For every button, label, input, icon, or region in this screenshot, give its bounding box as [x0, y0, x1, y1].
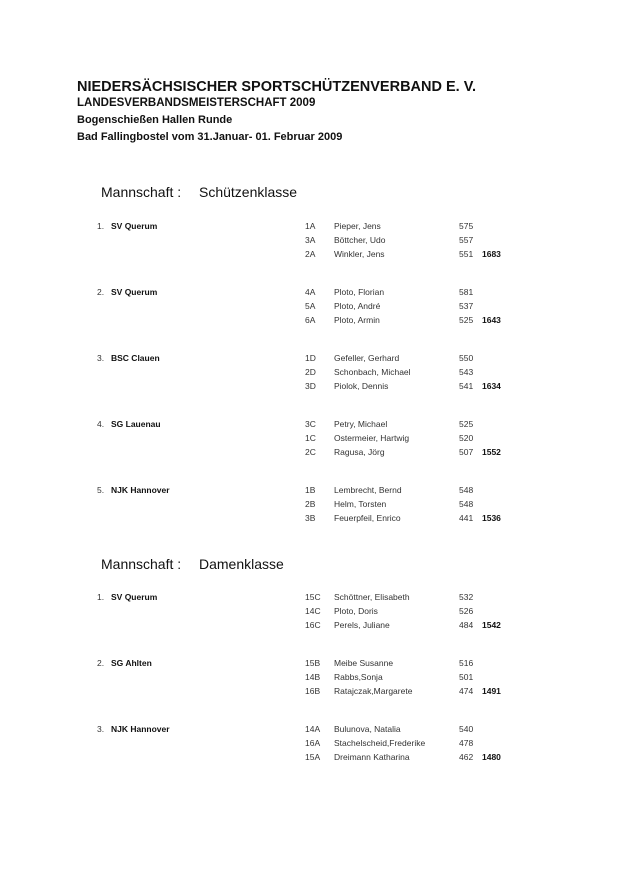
shooter-name: Helm, Torsten: [334, 499, 387, 509]
shooter-number: 4A: [305, 287, 316, 297]
shooter-score: 474: [459, 686, 474, 696]
shooter-number: 1A: [305, 221, 316, 231]
shooter-score: 581: [459, 287, 474, 297]
result-row: [0, 658, 620, 672]
shooter-number: 2C: [305, 447, 316, 457]
shooter-name: Schöttner, Elisabeth: [334, 592, 410, 602]
result-row: [0, 249, 620, 263]
shooter-name: Petry, Michael: [334, 419, 388, 429]
team-total: 1683: [482, 249, 501, 259]
shooter-name: Winkler, Jens: [334, 249, 385, 259]
shooter-score: 478: [459, 738, 474, 748]
team-name: SG Lauenau: [111, 419, 161, 429]
shooter-name: Bulunova, Natalia: [334, 724, 401, 734]
result-row: [0, 433, 620, 447]
shooter-name: Stachelscheid,Frederike: [334, 738, 426, 748]
result-row: [0, 686, 620, 700]
federation-title: NIEDERSÄCHSISCHER SPORTSCHÜTZENVERBAND E. V.: [77, 79, 477, 95]
result-row: [0, 287, 620, 301]
team-total: 1536: [482, 513, 501, 523]
result-row: [0, 672, 620, 686]
result-row: [0, 221, 620, 235]
shooter-name: Ploto, André: [334, 301, 381, 311]
shooter-number: 16A: [305, 738, 321, 748]
result-row: [0, 315, 620, 329]
section-class: Schützenklasse: [199, 184, 298, 200]
result-row: [0, 499, 620, 513]
shooter-number: 15B: [305, 658, 321, 668]
team-total: 1491: [482, 686, 501, 696]
shooter-score: 525: [459, 315, 474, 325]
team-name: SG Ahlten: [111, 658, 152, 668]
shooter-number: 14B: [305, 672, 321, 682]
result-row: [0, 738, 620, 752]
venue-date: Bad Fallingbostel vom 31.Januar- 01. Februar 2009: [77, 131, 343, 143]
shooter-name: Perels, Juliane: [334, 620, 390, 630]
shooter-number: 5A: [305, 301, 316, 311]
shooter-name: Feuerpfeil, Enrico: [334, 513, 401, 523]
shooter-score: 550: [459, 353, 474, 363]
shooter-score: 575: [459, 221, 474, 231]
team-name: SV Querum: [111, 592, 158, 602]
discipline-title: Bogenschießen Hallen Runde: [77, 114, 233, 126]
shooter-score: 484: [459, 620, 474, 630]
section-label: Mannschaft :: [101, 184, 182, 200]
shooter-name: Böttcher, Udo: [334, 235, 386, 245]
result-row: [0, 301, 620, 315]
section-title: [101, 184, 297, 200]
team-total: 1643: [482, 315, 501, 325]
shooter-score: 540: [459, 724, 474, 734]
section-title: [101, 556, 284, 572]
shooter-number: 16C: [305, 620, 321, 630]
shooter-name: Ostermeier, Hartwig: [334, 433, 410, 443]
shooter-number: 15A: [305, 752, 321, 762]
shooter-number: 6A: [305, 315, 316, 325]
shooter-score: 532: [459, 592, 474, 602]
team-rank: 1.: [97, 592, 105, 602]
result-row: [0, 620, 620, 634]
shooter-score: 548: [459, 499, 474, 509]
shooter-score: 516: [459, 658, 474, 668]
shooter-number: 3C: [305, 419, 316, 429]
result-row: [0, 513, 620, 527]
shooter-score: 543: [459, 367, 474, 377]
shooter-name: Ratajczak,Margarete: [334, 686, 413, 696]
result-row: [0, 724, 620, 738]
shooter-score: 441: [459, 513, 474, 523]
team-total: 1542: [482, 620, 501, 630]
shooter-score: 557: [459, 235, 474, 245]
shooter-number: 14C: [305, 606, 321, 616]
shooter-score: 525: [459, 419, 474, 429]
result-row: [0, 419, 620, 433]
shooter-number: 1C: [305, 433, 316, 443]
shooter-name: Ploto, Doris: [334, 606, 378, 616]
team-total: 1634: [482, 381, 501, 391]
team-name: NJK Hannover: [111, 724, 170, 734]
result-row: [0, 447, 620, 461]
section-class: Damenklasse: [199, 556, 284, 572]
team-total: 1552: [482, 447, 501, 457]
shooter-name: Lembrecht, Bernd: [334, 485, 402, 495]
team-rank: 3.: [97, 353, 105, 363]
shooter-number: 15C: [305, 592, 321, 602]
championship-title: LANDESVERBANDSMEISTERSCHAFT 2009: [77, 97, 316, 109]
result-row: [0, 353, 620, 367]
shooter-name: Piolok, Dennis: [334, 381, 389, 391]
shooter-number: 3A: [305, 235, 316, 245]
shooter-name: Dreimann Katharina: [334, 752, 410, 762]
team-total: 1480: [482, 752, 501, 762]
shooter-number: 1B: [305, 485, 316, 495]
section-label: Mannschaft :: [101, 556, 182, 572]
shooter-number: 3B: [305, 513, 316, 523]
team-rank: 5.: [97, 485, 105, 495]
shooter-score: 520: [459, 433, 474, 443]
shooter-number: 2A: [305, 249, 316, 259]
shooter-number: 3D: [305, 381, 316, 391]
team-rank: 2.: [97, 287, 105, 297]
team-name: NJK Hannover: [111, 485, 170, 495]
team-name: SV Querum: [111, 287, 158, 297]
shooter-number: 14A: [305, 724, 321, 734]
shooter-number: 2D: [305, 367, 316, 377]
result-row: [0, 606, 620, 620]
shooter-number: 16B: [305, 686, 321, 696]
shooter-name: Gefeller, Gerhard: [334, 353, 400, 363]
result-row: [0, 485, 620, 499]
result-row: [0, 367, 620, 381]
result-row: [0, 381, 620, 395]
shooter-score: 462: [459, 752, 474, 762]
result-row: [0, 752, 620, 766]
result-row: [0, 592, 620, 606]
team-rank: 3.: [97, 724, 105, 734]
shooter-name: Pieper, Jens: [334, 221, 381, 231]
team-rank: 1.: [97, 221, 105, 231]
shooter-number: 2B: [305, 499, 316, 509]
shooter-score: 541: [459, 381, 474, 391]
shooter-name: Meibe Susanne: [334, 658, 394, 668]
team-name: BSC Clauen: [111, 353, 160, 363]
shooter-score: 537: [459, 301, 474, 311]
shooter-number: 1D: [305, 353, 316, 363]
team-name: SV Querum: [111, 221, 158, 231]
shooter-name: Rabbs,Sonja: [334, 672, 383, 682]
team-rank: 2.: [97, 658, 105, 668]
shooter-score: 548: [459, 485, 474, 495]
shooter-name: Schonbach, Michael: [334, 367, 411, 377]
shooter-score: 551: [459, 249, 474, 259]
shooter-name: Ploto, Florian: [334, 287, 385, 297]
team-rank: 4.: [97, 419, 105, 429]
shooter-score: 526: [459, 606, 474, 616]
result-row: [0, 235, 620, 249]
shooter-name: Ploto, Armin: [334, 315, 380, 325]
shooter-name: Ragusa, Jörg: [334, 447, 385, 457]
shooter-score: 507: [459, 447, 474, 457]
shooter-score: 501: [459, 672, 474, 682]
